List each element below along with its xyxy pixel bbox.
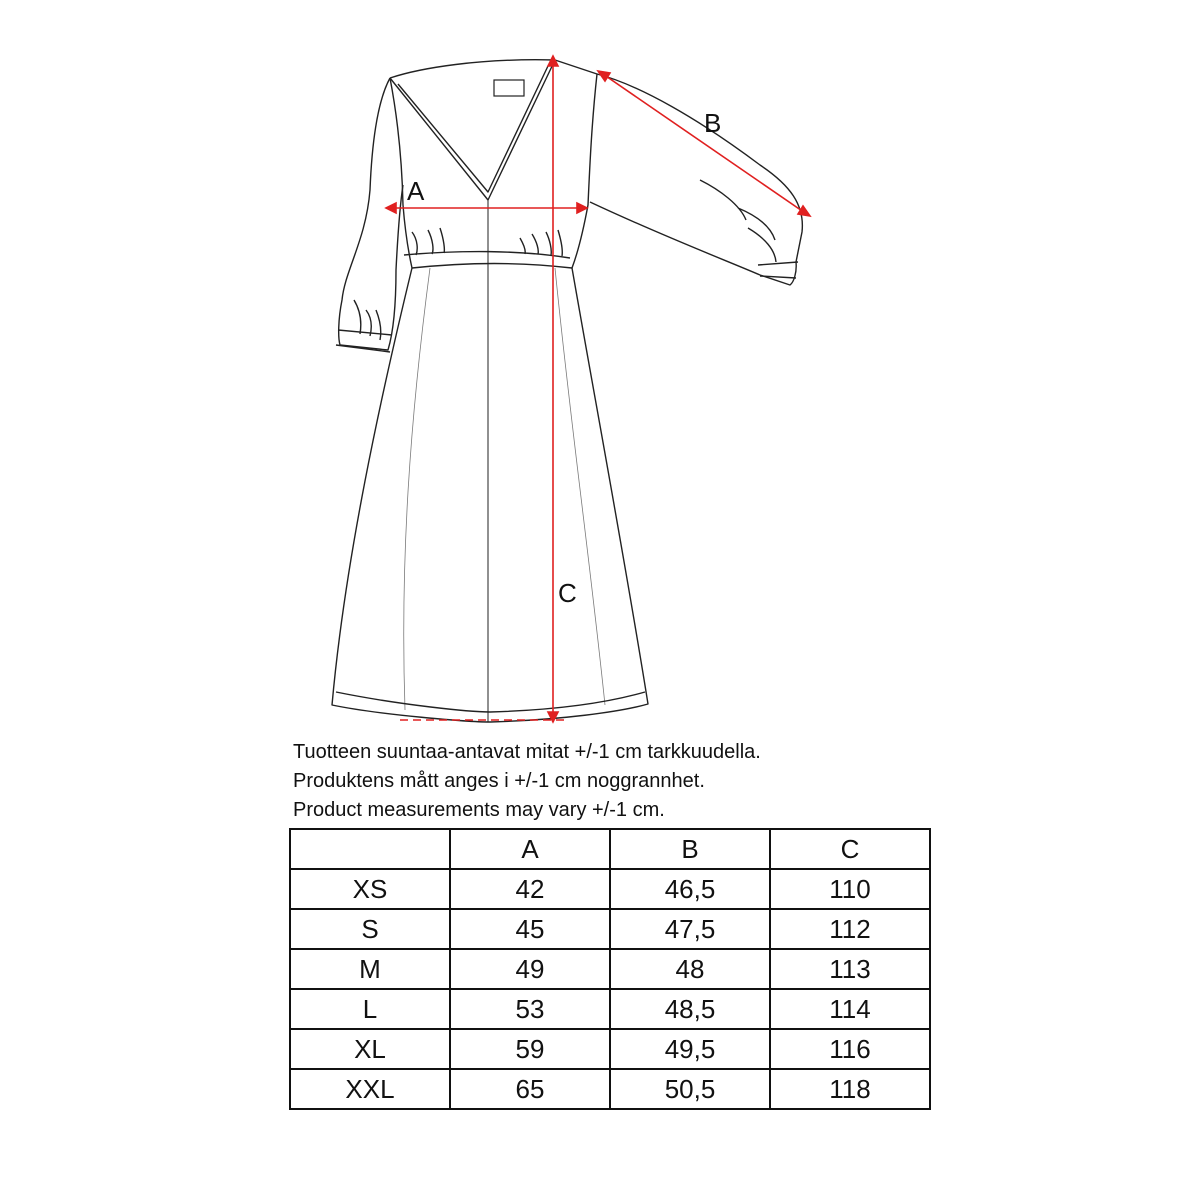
label-tag-icon [494,80,524,96]
cell-c: 112 [770,909,930,949]
cell-a: 53 [450,989,610,1029]
table-row [290,989,930,1029]
size-table [289,828,931,1110]
left-cuff [336,330,392,352]
right-sleeve [590,74,802,285]
measure-lines [386,56,810,722]
cell-size: L [290,989,450,1029]
label-c: C [558,578,577,608]
table-row [290,909,930,949]
cell-b: 50,5 [610,1069,770,1109]
v-neckline-inner [398,66,548,192]
measure-b-arrow-top [598,71,610,81]
skirt-panel-left [404,268,430,710]
bodice-side-left [390,78,412,268]
cell-a: 65 [450,1069,610,1109]
table-header-row [290,829,930,869]
cell-a: 59 [450,1029,610,1069]
measure-a-arrow-left [386,203,396,213]
cell-size: XXL [290,1069,450,1109]
cell-a: 42 [450,869,610,909]
measure-a-arrow-right [577,203,587,213]
right-cuff [758,262,798,278]
header-a: A [450,829,610,869]
note-english: Product measurements may vary +/-1 cm. [293,799,665,821]
cell-size: XL [290,1029,450,1069]
cell-c: 114 [770,989,930,1029]
cell-a: 49 [450,949,610,989]
cell-b: 49,5 [610,1029,770,1069]
cell-b: 48,5 [610,989,770,1029]
skirt-hem [336,692,645,712]
left-sleeve [339,78,403,350]
label-b: B [704,108,722,138]
skirt-panel-right [555,268,605,705]
cell-size: S [290,909,450,949]
skirt [332,268,648,722]
measurement-notes [293,738,993,825]
header-size [290,829,450,869]
cell-c: 113 [770,949,930,989]
header-c: C [770,829,930,869]
measure-b-line [600,72,808,215]
cell-c: 116 [770,1029,930,1069]
right-sleeve-folds [700,180,776,262]
note-swedish: Produktens mått anges i +/-1 cm noggrannhet. [293,770,705,792]
dress-outline [332,60,802,722]
cell-size: XS [290,869,450,909]
cell-b: 47,5 [610,909,770,949]
label-a: A [407,176,425,206]
cell-c: 118 [770,1069,930,1109]
table-row [290,1069,930,1109]
note-finnish: Tuotteen suuntaa-antavat mitat +/-1 cm tarkkuudella. [293,741,761,763]
table-row [290,949,930,989]
cell-b: 48 [610,949,770,989]
table-row [290,1029,930,1069]
cell-size: M [290,949,450,989]
cell-a: 45 [450,909,610,949]
cell-c: 110 [770,869,930,909]
table-row [290,869,930,909]
header-b: B [610,829,770,869]
cell-b: 46,5 [610,869,770,909]
